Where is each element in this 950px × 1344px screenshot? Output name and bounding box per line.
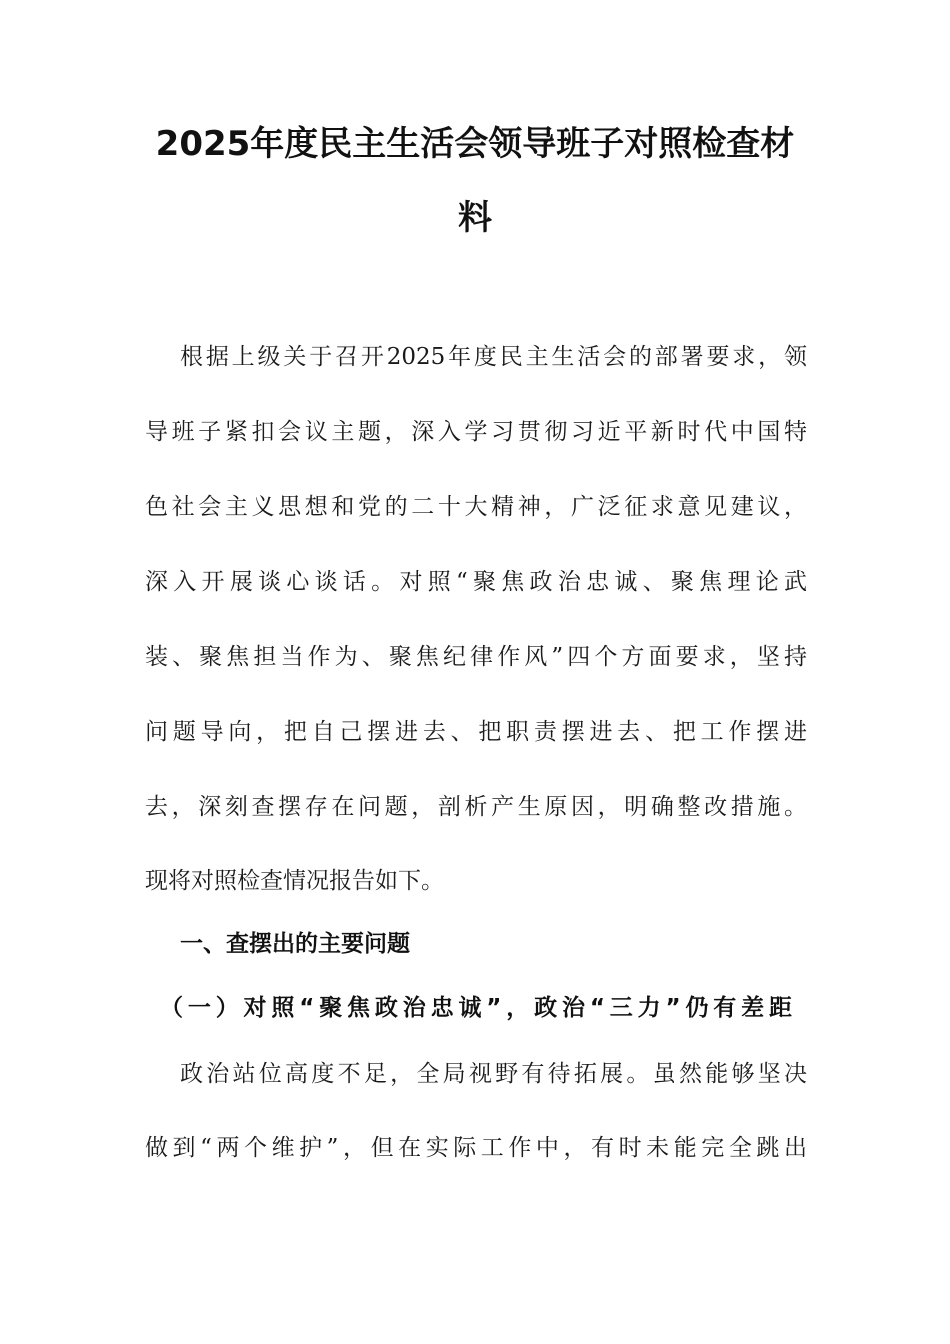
intro-paragraph-line: 导班子紧扣会议主题，深入学习贯彻习近平新时代中国特 [145, 419, 807, 445]
intro-paragraph-line: 深入开展谈心谈话。对照“聚焦政治忠诚、聚焦理论武 [145, 569, 807, 595]
intro-paragraph-line: 色社会主义思想和党的二十大精神，广泛征求意见建议， [145, 494, 807, 520]
intro-paragraph-line: 去，深刻查摆存在问题，剖析产生原因，明确整改措施。 [145, 794, 807, 820]
subsection-heading: （一）对照“聚焦政治忠诚”，政治“三力”仍有差距 [160, 995, 792, 1021]
document-title-line-2: 料 [458, 198, 492, 238]
section-heading: 一、查摆出的主要问题 [180, 931, 410, 957]
intro-paragraph-line: 问题导向，把自己摆进去、把职责摆进去、把工作摆进 [145, 719, 807, 745]
document-title-line-1: 2025年度民主生活会领导班子对照检查材 [155, 124, 795, 164]
intro-paragraph-line: 根据上级关于召开2025年度民主生活会的部署要求，领 [180, 344, 807, 370]
body-paragraph-line: 政治站位高度不足，全局视野有待拓展。虽然能够坚决 [180, 1061, 807, 1087]
intro-paragraph-line: 现将对照检查情况报告如下。 [145, 868, 444, 894]
intro-paragraph-line: 装、聚焦担当作为、聚焦纪律作风”四个方面要求，坚持 [145, 644, 807, 670]
body-paragraph-line: 做到“两个维护”，但在实际工作中，有时未能完全跳出 [145, 1135, 807, 1161]
